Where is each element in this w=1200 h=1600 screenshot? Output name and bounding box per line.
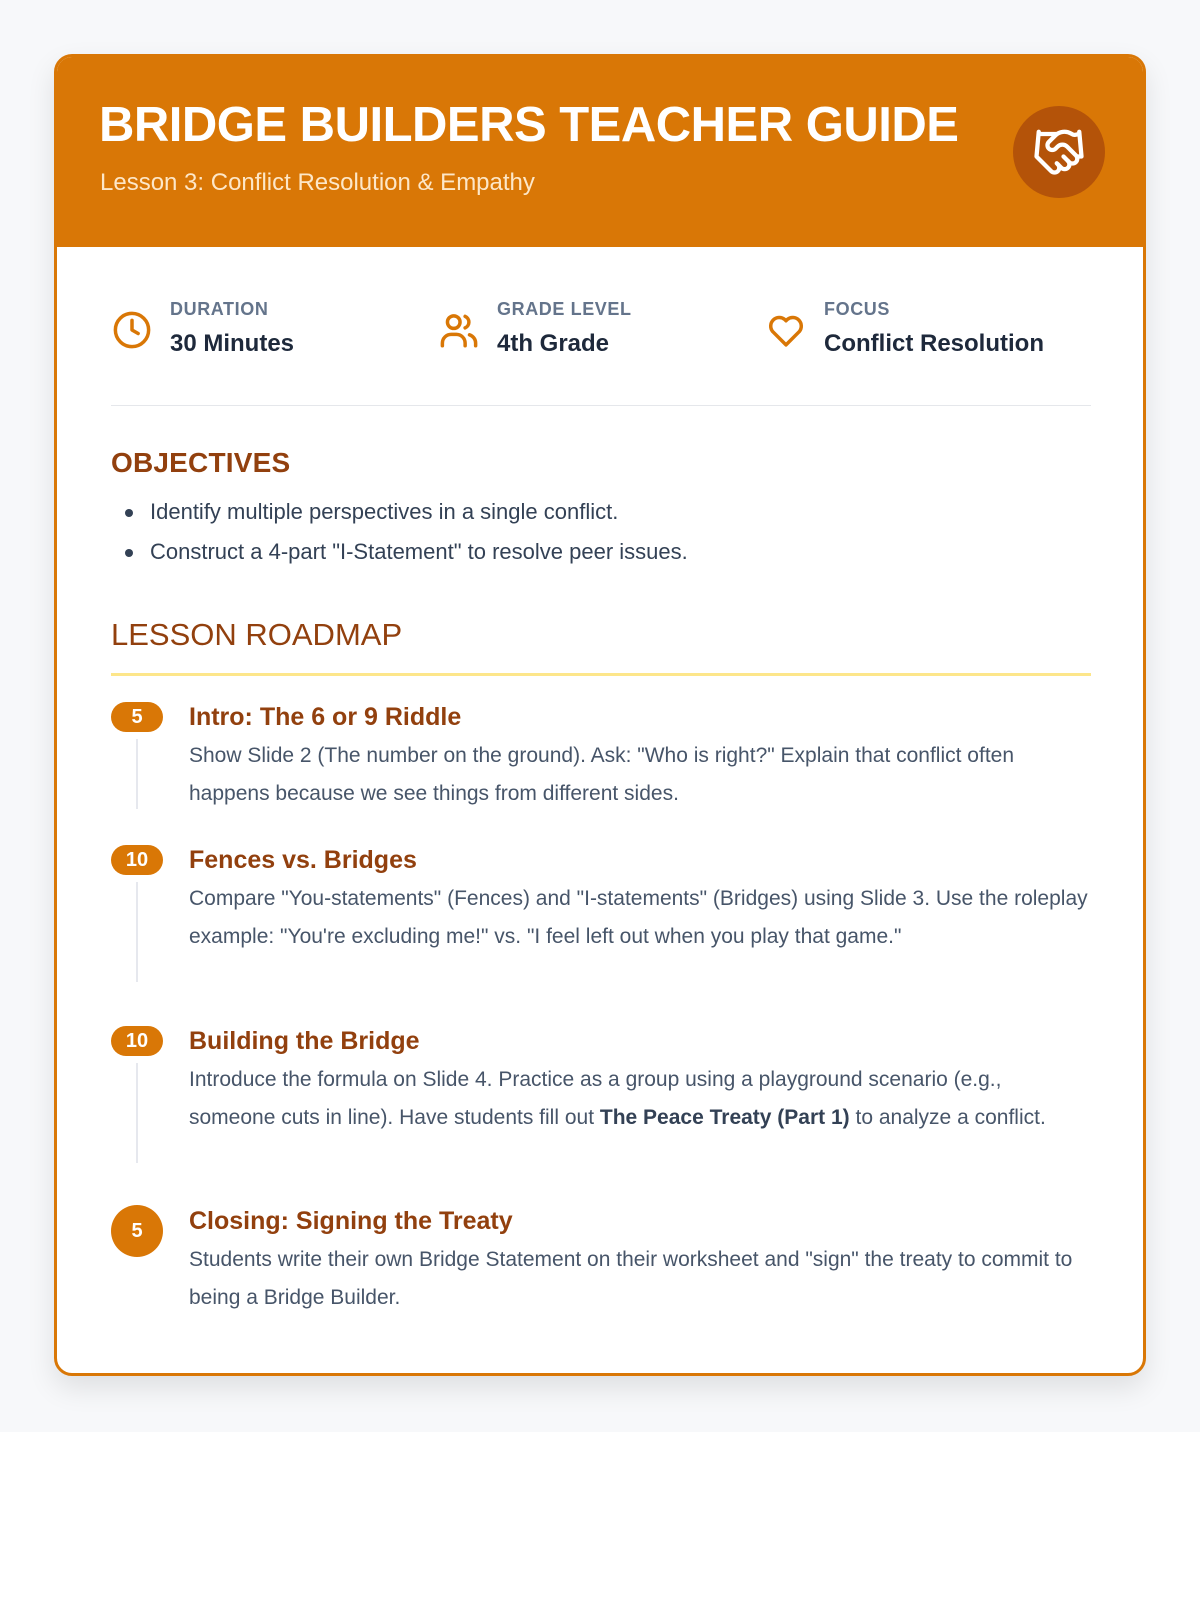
step-minutes-badge: 10 [111, 845, 163, 875]
teacher-guide-card [54, 54, 1146, 1376]
step-title: Fences vs. Bridges [189, 846, 417, 874]
step-description: Students write their own Bridge Statement on their worksheet and "sign" the treaty to commit to being a Bridge Builder. [189, 1248, 1073, 1309]
roadmap-heading: LESSON ROADMAP [111, 617, 403, 652]
bullet-icon [125, 509, 133, 517]
roadmap-step [111, 846, 1091, 1006]
step-description: Compare "You-statements" (Fences) and "I-statements" (Bridges) using Slide 3. Use the roleplay example: "You're excluding me!" vs. "I feel left out when you play that game." [189, 887, 1088, 948]
handshake-icon [1032, 125, 1086, 179]
worksheet-name: The Peace Treaty (Part 1) [599, 1105, 850, 1129]
meta-divider [111, 405, 1091, 406]
page-subtitle: Lesson 3: Conflict Resolution & Empathy [100, 169, 535, 196]
step-minutes-badge: 5 [111, 702, 163, 732]
step-description [189, 1061, 1089, 1136]
meta-duration [111, 297, 411, 377]
card-header [57, 57, 1143, 247]
step-description: Show Slide 2 (The number on the ground). Ask: "Who is right?" Explain that conflict often happens because we see things from different sides. [189, 744, 1015, 805]
handshake-badge [1013, 106, 1105, 198]
duration-value: 30 Minutes [170, 330, 295, 357]
step-description-text: to analyze a conflict. [849, 1105, 1046, 1129]
roadmap-step [111, 703, 1091, 823]
page-title: BRIDGE BUILDERS TEACHER GUIDE [99, 98, 959, 152]
step-minutes-badge: 5 [111, 1205, 163, 1257]
objectives-list [111, 497, 1071, 577]
grade-level-label: GRADE LEVEL [497, 299, 632, 319]
objectives-heading: OBJECTIVES [111, 447, 291, 478]
step-title: Intro: The 6 or 9 Riddle [189, 703, 462, 731]
timeline-connector [136, 882, 138, 982]
objective-text: Construct a 4-part "I-Statement" to resolve peer issues. [150, 539, 688, 564]
roadmap-step [111, 1207, 1091, 1327]
step-title: Building the Bridge [189, 1027, 420, 1055]
step-description-text: Introduce the formula on Slide 4. Practice as a group using a playground scenario (e.g., someone cuts in line). Have students fill out [189, 1068, 1002, 1129]
meta-focus [765, 297, 1105, 377]
step-minutes-badge: 10 [111, 1026, 163, 1056]
focus-value: Conflict Resolution [824, 330, 1044, 357]
focus-label: FOCUS [824, 299, 890, 319]
bullet-icon [125, 549, 133, 557]
grade-level-value: 4th Grade [497, 330, 610, 357]
objective-item [111, 497, 1071, 537]
users-icon [438, 309, 480, 351]
timeline-connector [136, 739, 138, 809]
objective-text: Identify multiple perspectives in a single conflict. [150, 499, 619, 524]
meta-grade-level [438, 297, 738, 377]
heart-icon [765, 309, 807, 351]
roadmap-step [111, 1027, 1091, 1187]
roadmap-divider [111, 673, 1091, 676]
step-title: Closing: Signing the Treaty [189, 1207, 513, 1235]
timeline-connector [136, 1063, 138, 1163]
objective-item [111, 537, 1071, 577]
clock-icon [111, 309, 153, 351]
duration-label: DURATION [170, 299, 269, 319]
